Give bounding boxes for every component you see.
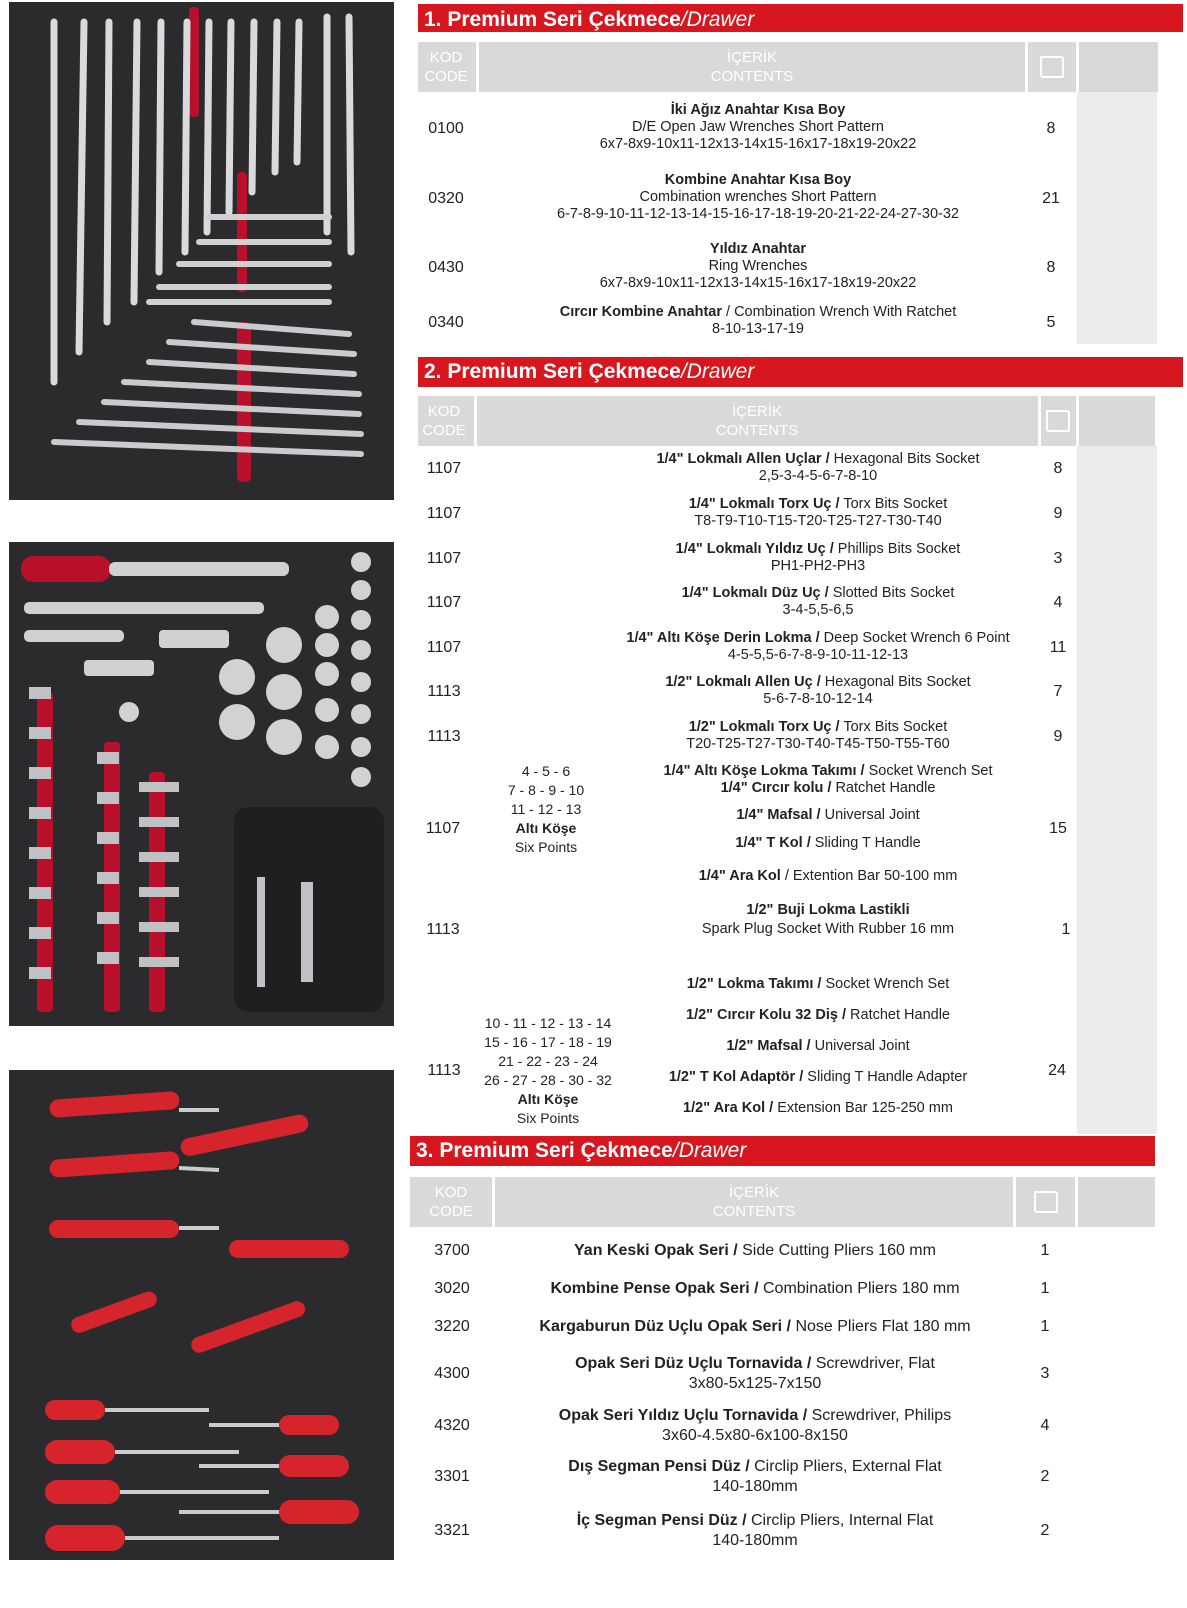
item-description: İki Ağız Anahtar Kısa Boy D/E Open Jaw Wrenches Short Pattern 6x7-8x9-10x11-12x13-14x15-16x17-18x19-20x22 xyxy=(599,102,917,152)
box-icon xyxy=(1040,56,1064,78)
section-title-en: /Drawer xyxy=(680,360,755,383)
item-quantity: 11 xyxy=(1049,639,1067,656)
item-quantity: 1 xyxy=(1040,1280,1050,1297)
item-description: Cırcır Kombine Anahtar / Combination Wrench With Ratchet 8-10-13-17-19 xyxy=(559,304,957,337)
item-code: 0100 xyxy=(428,120,464,137)
item-description: İç Segman Pensi Düz / Circlip Pliers, Internal Flat 140-180mm xyxy=(576,1512,934,1549)
drawer-3-photo xyxy=(9,1070,394,1560)
section-title-tr: 1. Premium Seri Çekmece xyxy=(424,8,681,31)
socket-tray-illustration xyxy=(9,542,394,1026)
item-description: 1/4" Altı Köşe Lokma Takımı / Socket Wrench Set 1/4" Cırcır kolu / Ratchet Handle 1/4" Mafsal / Universal Joint 1/4" T Kol / Sliding T Handle 1/4" Ara Kol / Extention Bar 50-100 mm xyxy=(663,763,993,884)
wrench-tray-illustration xyxy=(9,2,394,500)
section-1-table-header xyxy=(418,42,1158,92)
item-description: Opak Seri Yıldız Uçlu Tornavida / Screwdriver, Philips 3x60-4.5x80-6x100-8x150 xyxy=(558,1407,952,1444)
section-title-tr: 3. Premium Seri Çekmece xyxy=(416,1139,673,1162)
code-column-header: KOD CODE xyxy=(424,49,468,85)
quantity-column-header xyxy=(1016,1177,1076,1227)
item-description: 1/2" Lokma Takımı / Socket Wrench Set 1/2" Cırcır Kolu 32 Diş / Ratchet Handle 1/2" Mafsal / Universal Joint 1/2" T Kol Adaptör / Sliding T Handle Adapter 1/2" Ara Kol / Extension Bar 125-250 mm xyxy=(668,976,968,1116)
item-quantity: 1 xyxy=(1040,1318,1050,1335)
item-description: Opak Seri Düz Uçlu Tornavida / Screwdriver, Flat 3x80-5x125-7x150 xyxy=(575,1355,935,1392)
item-description: Yıldız Anahtar Ring Wrenches 6x7-8x9-10x11-12x13-14x15-16x17-18x19-20x22 xyxy=(599,241,917,291)
section-1-gray-column xyxy=(1077,92,1157,344)
item-quantity: 8 xyxy=(1046,120,1056,137)
section-1-title xyxy=(418,4,1183,32)
item-quantity: 15 xyxy=(1049,820,1067,837)
item-quantity: 2 xyxy=(1040,1468,1050,1485)
item-code: 3700 xyxy=(434,1242,470,1259)
item-description: 1/2" Buji Lokma Lastikli Spark Plug Socket With Rubber 16 mm xyxy=(701,902,955,937)
item-code: 1107 xyxy=(426,639,462,656)
item-quantity: 5 xyxy=(1046,314,1056,331)
item-description: Kombine Pense Opak Seri / Combination Pliers 180 mm xyxy=(550,1280,960,1297)
item-code: 3321 xyxy=(434,1522,470,1539)
box-icon xyxy=(1034,1191,1058,1213)
item-code: 0430 xyxy=(428,259,464,276)
item-code: 3220 xyxy=(434,1318,470,1335)
item-description: 1/4" Altı Köşe Derin Lokma / Deep Socket Wrench 6 Point 4-5-5,5-6-7-8-9-10-11-12-13 xyxy=(626,630,1010,663)
item-description: 1/4" Lokmalı Yıldız Uç / Phillips Bits Socket PH1-PH2-PH3 xyxy=(675,541,961,574)
contents-column-header: İÇERİK CONTENTS xyxy=(715,403,799,439)
quantity-column-header xyxy=(1041,396,1075,446)
section-title-tr: 2. Premium Seri Çekmece xyxy=(424,360,681,383)
item-description: 1/4" Lokmalı Torx Uç / Torx Bits Socket T8-T9-T10-T15-T20-T25-T27-T30-T40 xyxy=(688,496,948,529)
socket-set-1-2 xyxy=(418,969,1078,1129)
item-code: 1113 xyxy=(427,683,461,700)
pliers-tray-illustration xyxy=(9,1070,394,1560)
item-quantity: 1 xyxy=(1061,921,1071,938)
item-description: Dış Segman Pensi Düz / Circlip Pliers, External Flat 140-180mm xyxy=(568,1458,942,1495)
item-code: 1113 xyxy=(427,1062,461,1079)
contents-column-header: İÇERİK CONTENTS xyxy=(710,49,794,85)
item-description: Yan Keski Opak Seri / Side Cutting Pliers 160 mm xyxy=(574,1242,936,1259)
item-quantity: 4 xyxy=(1040,1417,1050,1434)
item-code: 1107 xyxy=(426,505,462,522)
item-code: 1113 xyxy=(427,728,461,745)
section-title-en: /Drawer xyxy=(680,8,755,31)
item-description: 1/4" Lokmalı Düz Uç / Slotted Bits Socket 3-4-5,5-6,5 xyxy=(681,585,955,618)
code-column-header: KOD CODE xyxy=(422,403,466,439)
item-code: 1113 xyxy=(426,921,460,938)
item-quantity: 9 xyxy=(1053,728,1063,745)
item-description: Kombine Anahtar Kısa Boy Combination wrenches Short Pattern 6-7-8-9-10-11-12-13-14-15-16-17-18-19-20-21-22-24-27-30-32 xyxy=(557,172,959,222)
item-code: 0340 xyxy=(428,314,464,331)
code-column-header: KOD CODE xyxy=(429,1184,473,1220)
section-3-table-header xyxy=(410,1177,1155,1227)
drawer-1-photo xyxy=(9,2,394,500)
socket-sizes: 4 - 5 - 6 7 - 8 - 9 - 10 11 - 12 - 13 Altı Köşe Six Points xyxy=(507,763,585,855)
item-code: 1107 xyxy=(426,594,462,611)
section-2-title xyxy=(418,357,1183,387)
item-quantity: 21 xyxy=(1042,190,1060,207)
section-2-gray-column xyxy=(1077,446,1157,1134)
item-description: Kargaburun Düz Uçlu Opak Seri / Nose Pliers Flat 180 mm xyxy=(539,1318,971,1335)
item-quantity: 8 xyxy=(1053,460,1063,477)
box-icon xyxy=(1046,410,1070,432)
contents-column-header: İÇERİK CONTENTS xyxy=(712,1184,796,1220)
item-quantity: 8 xyxy=(1046,259,1056,276)
item-code: 1107 xyxy=(426,460,462,477)
item-code: 1107 xyxy=(425,820,461,837)
item-quantity: 2 xyxy=(1040,1522,1050,1539)
item-description: 1/4" Lokmalı Allen Uçlar / Hexagonal Bits Socket 2,5-3-4-5-6-7-8-10 xyxy=(656,451,980,484)
item-code: 3301 xyxy=(434,1468,470,1485)
item-code: 1107 xyxy=(426,550,462,567)
section-2-table-header xyxy=(418,396,1155,446)
quantity-column-header xyxy=(1028,42,1076,92)
item-quantity: 3 xyxy=(1040,1365,1050,1382)
item-code: 3020 xyxy=(434,1280,470,1297)
drawer-2-photo xyxy=(9,542,394,1026)
socket-sizes: 10 - 11 - 12 - 13 - 14 15 - 16 - 17 - 18 - 19 21 - 22 - 23 - 24 26 - 27 - 28 - 30 - 32 Altı Köşe Six Points xyxy=(484,1015,612,1126)
item-quantity: 3 xyxy=(1053,550,1063,567)
item-quantity: 7 xyxy=(1053,683,1063,700)
item-quantity: 24 xyxy=(1048,1062,1066,1079)
item-description: 1/2" Lokmalı Allen Uç / Hexagonal Bits Socket 5-6-7-8-10-12-14 xyxy=(665,674,971,707)
item-description: 1/2" Lokmalı Torx Uç / Torx Bits Socket T20-T25-T27-T30-T40-T45-T50-T55-T60 xyxy=(686,719,950,752)
section-3-title xyxy=(410,1136,1155,1166)
item-quantity: 4 xyxy=(1053,594,1063,611)
item-code: 4300 xyxy=(434,1365,470,1382)
item-code: 0320 xyxy=(428,190,464,207)
item-quantity: 9 xyxy=(1053,505,1063,522)
socket-set-1-4 xyxy=(418,762,1078,884)
item-quantity: 1 xyxy=(1040,1242,1050,1259)
item-code: 4320 xyxy=(434,1417,470,1434)
section-title-en: /Drawer xyxy=(672,1139,747,1162)
